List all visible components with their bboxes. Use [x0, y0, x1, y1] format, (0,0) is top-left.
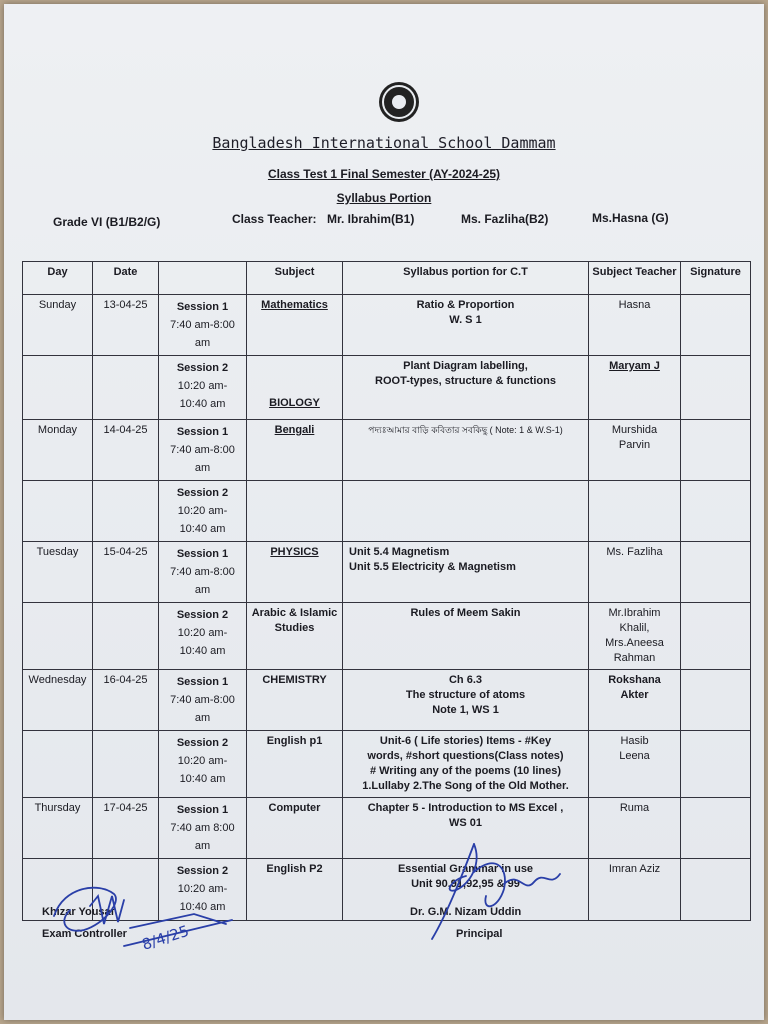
session-time-start: 10:20 am- — [177, 505, 228, 517]
cell-date: 17-04-25 — [93, 798, 159, 859]
cell-date: 13-04-25 — [93, 295, 159, 356]
header-subject: Subject — [247, 262, 343, 295]
header-syllabus: Syllabus portion for C.T — [343, 262, 589, 295]
portion-title: Syllabus Portion — [336, 191, 432, 205]
session-time-start: 7:40 am-8:00 — [170, 319, 235, 331]
syllabus-line: Plant Diagram labelling, — [403, 360, 528, 372]
subject-name: PHYSICS — [270, 546, 319, 558]
session-time-start: 10:20 am- — [177, 380, 228, 392]
syllabus-line: Rules of Meem Sakin — [410, 607, 521, 619]
syllabus-line: Unit-6 ( Life stories) Items - #Key — [379, 735, 552, 747]
session-time-end: am — [194, 337, 211, 349]
session-time-start: 7:40 am-8:00 — [170, 694, 235, 706]
syllabus-line: ROOT-types, structure & functions — [375, 375, 556, 387]
teacher-line: Rokshana — [608, 674, 661, 686]
session-time-start: 10:20 am- — [177, 755, 228, 767]
session-time-end: 10:40 am — [179, 523, 226, 535]
syllabus-line: Unit 90,91,92,95 & 99 — [411, 878, 520, 890]
subject-name: English p1 — [266, 735, 323, 747]
syllabus-line: Unit 5.4 Magnetism — [349, 546, 450, 558]
teacher-line: Maryam J — [609, 360, 660, 372]
syllabus-line: The structure of atoms — [405, 689, 526, 701]
teacher-line: Ms. Fazliha — [606, 546, 663, 558]
teacher-line: Rahman — [613, 652, 656, 664]
handwritten-signatures — [4, 4, 764, 1020]
cell-day: Tuesday — [23, 542, 93, 603]
session-label: Session 1 — [176, 676, 229, 688]
syllabus-sheet — [4, 4, 764, 1020]
subject-name: Arabic & Islamic Studies — [251, 607, 338, 634]
session-time-start: 7:40 am-8:00 — [170, 444, 235, 456]
principal-name: Dr. G.M. Nizam Uddin — [410, 906, 522, 918]
session-time-start: 7:40 am 8:00 — [170, 822, 235, 834]
teacher-line: Parvin — [618, 439, 651, 451]
session-time-start: 7:40 am-8:00 — [170, 566, 235, 578]
subject-name: BIOLOGY — [269, 397, 320, 409]
session-time-end: am — [194, 462, 211, 474]
subject-name: English P2 — [266, 863, 323, 875]
session-label: Session 2 — [176, 362, 229, 374]
syllabus-line: পদ্যঃআমার বাড়ি কবিতার সবকিছু ( Note: 1 & W.S-1) — [368, 425, 563, 435]
subject-name: Bengali — [274, 424, 315, 436]
subject-name: Mathematics — [261, 299, 328, 311]
syllabus-line: 1.Lullaby 2.The Song of the Old Mother. — [362, 780, 569, 792]
teacher-g: Ms.Hasna (G) — [592, 211, 669, 225]
teacher-line: Imran Aziz — [608, 863, 661, 875]
session-label: Session 1 — [176, 548, 229, 560]
syllabus-line: Note 1, WS 1 — [432, 704, 499, 716]
syllabus-line: Unit 5.5 Electricity & Magnetism — [349, 561, 516, 573]
session-time-end: am — [194, 712, 211, 724]
syllabus-line: W. S 1 — [449, 314, 482, 326]
teacher-line: Hasib — [620, 735, 649, 747]
grade-label: Grade VI (B1/B2/G) — [53, 215, 161, 229]
syllabus-line: words, #short questions(Class notes) — [367, 750, 564, 762]
class-teacher-label: Class Teacher: — [232, 212, 317, 226]
teacher-line: Mrs.Aneesa — [605, 637, 664, 649]
session-time-start: 10:20 am- — [177, 883, 228, 895]
handwritten-date: 8/4/25 — [139, 921, 192, 954]
header-date: Date — [93, 262, 159, 295]
teacher-line: Murshida — [611, 424, 658, 436]
cell-day: Sunday — [23, 295, 93, 356]
session-label: Session 2 — [176, 865, 229, 877]
session-label: Session 2 — [176, 609, 229, 621]
header-signature: Signature — [681, 262, 751, 295]
cell-day: Thursday — [23, 798, 93, 859]
session-time-end: am — [194, 584, 211, 596]
syllabus-line: WS 01 — [448, 817, 482, 829]
session-time-end: 10:40 am — [179, 398, 226, 410]
session-time-end: 10:40 am — [179, 773, 226, 785]
cell-day: Monday — [23, 420, 93, 481]
teacher-line: Khalil, — [619, 622, 650, 634]
session-time-end: am — [194, 840, 211, 852]
session-label: Session 1 — [176, 426, 229, 438]
exam-title: Class Test 1 Final Semester (AY-2024-25) — [267, 167, 501, 181]
controller-name: Khizar Yousaf — [42, 906, 115, 918]
syllabus-line: Essential Grammar in use — [397, 863, 534, 875]
cell-date: 14-04-25 — [93, 420, 159, 481]
syllabus-line: Chapter 5 - Introduction to MS Excel , — [367, 802, 564, 814]
session-time-start: 10:20 am- — [177, 627, 228, 639]
session-label: Session 1 — [176, 301, 229, 313]
controller-role: Exam Controller — [42, 928, 127, 940]
teacher-line: Hasna — [618, 299, 651, 311]
teacher-line: Akter — [620, 689, 649, 701]
header-teacher: Subject Teacher — [589, 262, 681, 295]
teacher-line: Ruma — [619, 802, 650, 814]
syllabus-line: Ch 6.3 — [448, 674, 482, 686]
header-day: Day — [23, 262, 93, 295]
cell-date: 15-04-25 — [93, 542, 159, 603]
cell-date: 16-04-25 — [93, 670, 159, 731]
teacher-b1: Mr. Ibrahim(B1) — [327, 212, 415, 226]
syllabus-line: # Writing any of the poems (10 lines) — [369, 765, 562, 777]
session-label: Session 1 — [176, 804, 229, 816]
teacher-b2: Ms. Fazliha(B2) — [461, 212, 549, 226]
session-label: Session 2 — [176, 487, 229, 499]
teacher-line: Leena — [619, 750, 650, 762]
syllabus-line: Ratio & Proportion — [416, 299, 515, 311]
cell-day: Wednesday — [23, 670, 93, 731]
school-name: Bangladesh International School Dammam — [212, 134, 556, 152]
session-time-end: 10:40 am — [179, 901, 226, 913]
subject-name: Computer — [268, 802, 321, 814]
principal-role: Principal — [456, 928, 503, 940]
session-label: Session 2 — [176, 737, 229, 749]
subject-name: CHEMISTRY — [262, 674, 327, 686]
session-time-end: 10:40 am — [179, 645, 226, 657]
teacher-line: Mr.Ibrahim — [608, 607, 661, 619]
principal-signature — [432, 844, 560, 939]
